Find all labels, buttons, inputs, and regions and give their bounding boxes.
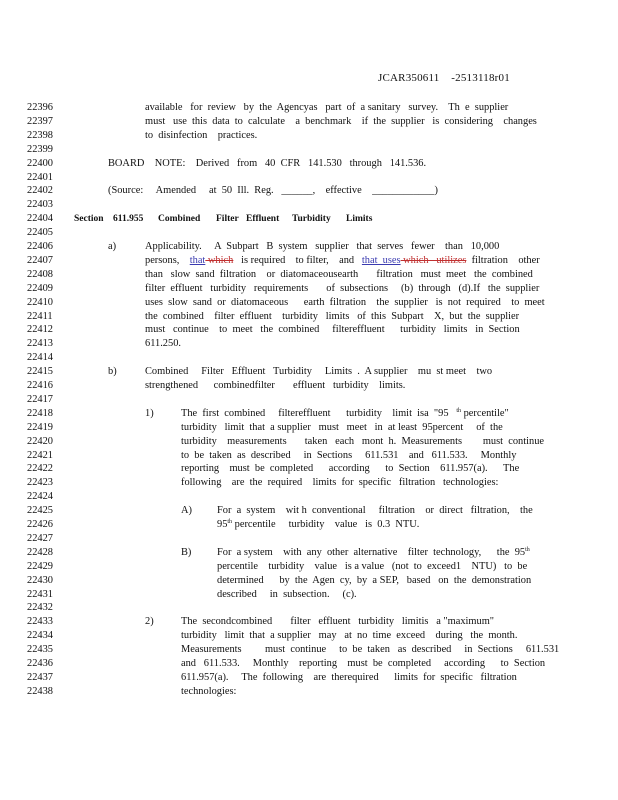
line-text (145, 254, 540, 268)
line-number: 22432 (27, 602, 53, 614)
text-run: For a system with any other alternative filter technology, the 95 (217, 546, 526, 558)
line-text: (Source: Amended at 50 Ill. Reg. ______, effective ____________) (108, 185, 438, 197)
line-number: 22415 (27, 366, 53, 378)
line-number: 22435 (27, 644, 53, 656)
line-number: 22407 (27, 254, 53, 266)
list-label: 2) (145, 616, 154, 628)
document-line (0, 379, 618, 393)
line-text (181, 407, 509, 421)
line-number: 22418 (27, 407, 53, 419)
document-line (0, 184, 618, 198)
line-number: 22401 (27, 171, 53, 183)
document-line (0, 101, 618, 115)
document-line (0, 254, 618, 268)
document-line (0, 657, 618, 671)
line-number: 22438 (27, 685, 53, 697)
line-text: strengthened combinedfilter effluent turbidity limits. (145, 380, 406, 391)
line-number: 22405 (27, 227, 53, 239)
line-text: to disinfection practices. (145, 129, 258, 141)
list-label: a) (108, 241, 117, 252)
text-run: 95 (217, 519, 228, 530)
document-line (0, 115, 618, 129)
document-line (0, 421, 618, 435)
line-number: 22404 (27, 213, 53, 225)
line-text: following are the required limits for specific filtration technologies: (181, 477, 499, 489)
document-line (0, 143, 618, 157)
line-text: percentile turbidity value is a value (not to exceed1 NTU) to be (217, 560, 528, 572)
line-number: 22437 (27, 671, 53, 683)
line-text: The secondcombined filter effluent turbidity limitis a "maximum" (181, 616, 495, 628)
line-text: Combined Filter Effluent Turbidity Limits . A supplier mu st meet two (145, 366, 493, 378)
line-text: must use this data to calculate a benchmark if the supplier is considering changes (145, 115, 537, 127)
line-number: 22409 (27, 282, 53, 294)
document-line (0, 685, 618, 699)
document-line (0, 560, 618, 574)
line-number: 22426 (27, 519, 53, 530)
line-text: determined by the Agen cy, by a SEP, based on the demonstration (217, 574, 532, 586)
document-line (0, 476, 618, 490)
line-number: 22425 (27, 505, 53, 517)
line-text: technologies: (181, 685, 237, 697)
line-text: to be taken as described in Sections 611.531 and 611.533. Monthly (181, 449, 517, 461)
document-line (0, 462, 618, 476)
text-run: persons, (145, 254, 190, 266)
document-line (0, 504, 618, 518)
document-line (0, 129, 618, 143)
line-number: 22422 (27, 463, 53, 475)
document-line (0, 532, 618, 546)
line-text: must continue to meet the combined filtereffluent turbidity limits in Section (145, 324, 520, 336)
document-line (0, 240, 618, 254)
line-number: 22436 (27, 658, 53, 669)
document-line (0, 393, 618, 407)
document-line (0, 212, 618, 226)
line-text: and 611.533. Monthly reporting must be completed according to Section (181, 658, 546, 669)
document-line (0, 198, 618, 212)
line-number: 22433 (27, 616, 53, 628)
document-line (0, 435, 618, 449)
section-heading-w5: Limits (346, 214, 373, 225)
line-text: turbidity limit that a supplier may at no time exceed during the month. (181, 630, 518, 642)
document-line (0, 601, 618, 615)
line-text: Applicability. A Subpart B system supplier that serves fewer than 10,000 (145, 241, 500, 252)
line-text (217, 518, 419, 532)
document-line (0, 518, 618, 532)
line-number: 22428 (27, 546, 53, 558)
line-text: For a system wit h conventional filtration or direct filtration, the (217, 505, 533, 517)
line-text: turbidity measurements taken each mont h. Measurements must continue (181, 435, 545, 447)
line-number: 22413 (27, 338, 53, 350)
line-text: than slow sand filtration or diatomaceousearth filtration must meet the combined (145, 268, 533, 280)
section-heading-w1: Combined (158, 214, 201, 225)
document-line (0, 171, 618, 185)
document-line (0, 365, 618, 379)
line-number: 22397 (27, 115, 53, 127)
line-number: 22406 (27, 241, 53, 252)
document-line (0, 323, 618, 337)
line-number: 22420 (27, 435, 53, 447)
line-number: 22399 (27, 143, 53, 155)
line-number: 22427 (27, 532, 53, 544)
inserted-text: that uses (361, 254, 401, 266)
line-number: 22414 (27, 352, 53, 364)
text-run: percentile turbidity value is 0.3 NTU. (232, 519, 420, 530)
line-number: 22419 (27, 421, 53, 433)
document-line (0, 296, 618, 310)
section-heading-section: Section (74, 214, 104, 225)
document-line (0, 671, 618, 685)
deleted-text: which utilizes (400, 254, 467, 266)
document-line (0, 282, 618, 296)
list-label: 1) (145, 407, 154, 419)
superscript: th (525, 546, 530, 553)
document-line (0, 615, 618, 629)
superscript: th (227, 519, 233, 525)
deleted-text: which (205, 254, 234, 266)
line-number: 22424 (27, 491, 53, 503)
document-line (0, 588, 618, 602)
document-line (0, 226, 618, 240)
line-number: 22434 (27, 630, 53, 642)
line-number: 22423 (27, 477, 53, 489)
document-line (0, 643, 618, 657)
line-number: 22430 (27, 574, 53, 586)
line-number: 22417 (27, 393, 53, 405)
document-line (0, 157, 618, 171)
line-text: available for review by the Agencyas part of a sanitary survey. Th e supplier (145, 102, 509, 113)
line-number: 22402 (27, 185, 53, 197)
line-number: 22412 (27, 324, 53, 336)
document-line (0, 490, 618, 504)
section-heading-number: 611.955 (113, 214, 144, 225)
document-line (0, 546, 618, 560)
line-number: 22398 (27, 129, 53, 141)
document-line (0, 574, 618, 588)
line-number: 22416 (27, 380, 53, 391)
line-text: BOARD NOTE: Derived from 40 CFR 141.530 through 141.536. (108, 157, 427, 169)
document-line (0, 449, 618, 463)
line-number: 22410 (27, 296, 53, 308)
document-line (0, 310, 618, 324)
line-text (217, 546, 530, 560)
line-text: reporting must be completed according to Section 611.957(a). The (181, 463, 520, 475)
line-text: described in subsection. (c). (217, 588, 357, 600)
text-run: The first combined filtereffluent turbidity limit isa "95 (181, 407, 457, 419)
document-line (0, 268, 618, 282)
line-text: filter effluent turbidity requirements of subsections (b) through (d).If the supplier (145, 282, 540, 294)
list-label: b) (108, 366, 117, 378)
list-label: B) (181, 546, 192, 558)
line-number: 22411 (27, 310, 53, 322)
line-number: 22429 (27, 560, 53, 572)
line-text: uses slow sand or diatomaceous earth filtration the supplier is not required to meet (145, 296, 545, 308)
line-text: Measurements must continue to be taken as described in Sections 611.531 (181, 644, 560, 656)
line-text: turbidity limit that a supplier must meet in at least 95percent of the (181, 421, 503, 433)
section-heading-w4: Turbidity (292, 214, 331, 225)
text-run: is required to filter, and (233, 254, 362, 266)
line-number: 22408 (27, 268, 53, 280)
line-text: 611.250. (145, 338, 181, 350)
section-heading-w3: Effluent (246, 214, 280, 225)
line-number: 22403 (27, 199, 53, 211)
document-line (0, 351, 618, 365)
line-number: 22431 (27, 588, 53, 600)
text-run: percentile" (460, 407, 509, 419)
inserted-text: that (189, 254, 206, 266)
line-number: 22396 (27, 102, 53, 113)
page-header: JCAR350611 -2513118r01 (378, 72, 510, 84)
line-text: the combined filter effluent turbidity limits of this Subpart X, but the supplier (145, 310, 520, 322)
line-number: 22421 (27, 449, 53, 461)
document-line (0, 337, 618, 351)
superscript: th (456, 407, 461, 414)
line-text: 611.957(a). The following are therequired limits for specific filtration (181, 671, 517, 683)
list-label: A) (181, 505, 192, 517)
line-number: 22400 (27, 157, 53, 169)
document-line (0, 629, 618, 643)
text-run: filtration other (466, 254, 540, 266)
document-line (0, 407, 618, 421)
section-heading-w2: Filter (216, 214, 239, 225)
